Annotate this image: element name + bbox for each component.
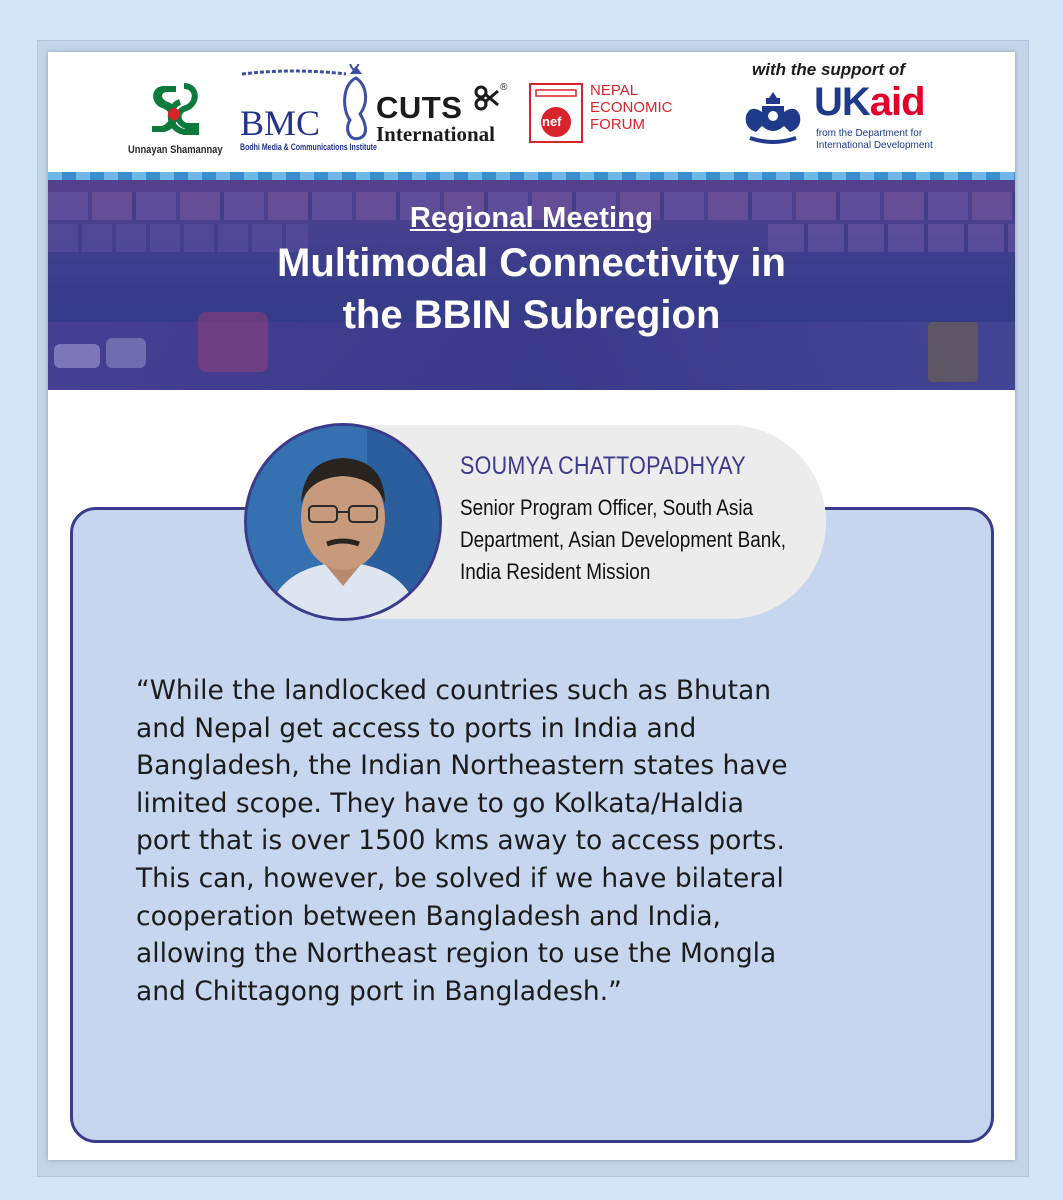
- cuts-mark: CUTS: [376, 90, 463, 125]
- ukaid-tagline-line2: International Development: [816, 140, 933, 151]
- royal-crest-icon: [736, 86, 810, 150]
- quote-line: and Chittagong port in Bangladesh.”: [136, 975, 622, 1007]
- nef-label-line3: FORUM: [590, 116, 645, 133]
- quote-line: cooperation between Bangladesh and India,: [136, 900, 721, 932]
- banner-stripe: [48, 172, 1015, 180]
- speaker-role-line1: Senior Program Officer, South Asia: [460, 495, 754, 520]
- meeting-title: [48, 237, 1015, 341]
- sponsor-logos: [48, 52, 1015, 172]
- quote-line: allowing the Northeast region to use the Mongla: [136, 938, 777, 970]
- truck-shape: [54, 344, 100, 368]
- quote-line: and Nepal get access to ports in India and: [136, 712, 697, 744]
- ukaid-wordmark: [814, 80, 925, 125]
- quote-line: Bangladesh, the Indian Northeastern states have: [136, 750, 788, 782]
- ukaid-aid: aid: [869, 80, 925, 124]
- registered-icon: ®: [500, 82, 508, 93]
- ukaid-tagline: [816, 128, 933, 152]
- cuts-label: International: [376, 122, 496, 146]
- poster-card: [48, 52, 1015, 1160]
- speaker-role: [460, 492, 804, 588]
- banner-text: [48, 202, 1015, 341]
- speaker-photo: [244, 423, 442, 621]
- nef-emblem-icon: [526, 82, 600, 146]
- bmc-label: Bodhi Media & Communications Institute: [240, 142, 377, 152]
- cuts-scissors-icon: [474, 85, 500, 111]
- nef-logo: [526, 82, 600, 146]
- quote-line: limited scope. They have to go Kolkata/Haldia: [136, 787, 744, 819]
- unnayan-mark-icon: [146, 80, 202, 136]
- nef-mark: nef: [542, 114, 562, 129]
- quote-line: port that is over 1500 kms away to access ports.: [136, 825, 785, 857]
- bmc-mark: BMC: [240, 103, 321, 143]
- nef-label-line2: ECONOMIC: [590, 99, 673, 116]
- speaker-role-line2: Department, Asian Development Bank,: [460, 527, 787, 552]
- quote-text: [136, 672, 926, 1010]
- speaker-name: SOUMYA CHATTOPADHYAY: [460, 452, 746, 480]
- unnayan-label: Unnayan Shamannay: [128, 144, 223, 156]
- quote-line: “While the landlocked countries such as Bhutan: [136, 675, 772, 706]
- truck-shape: [106, 338, 146, 368]
- speaker-role-line3: India Resident Mission: [460, 559, 651, 584]
- unnayan-logo: [146, 80, 202, 136]
- quote-line: This can, however, be solved if we have bilateral: [136, 862, 784, 894]
- meeting-title-line1: Multimodal Connectivity in: [277, 241, 786, 285]
- meeting-type: Regional Meeting: [409, 202, 654, 234]
- meeting-title-line2: the BBIN Subregion: [342, 293, 721, 337]
- ukaid-uk: UK: [814, 80, 870, 124]
- nef-label: [590, 82, 673, 133]
- nef-label-line1: NEPAL: [590, 82, 639, 99]
- event-banner: [48, 172, 1015, 390]
- ukaid-tagline-line1: from the Department for: [816, 128, 923, 139]
- support-text: with the support of: [752, 60, 905, 79]
